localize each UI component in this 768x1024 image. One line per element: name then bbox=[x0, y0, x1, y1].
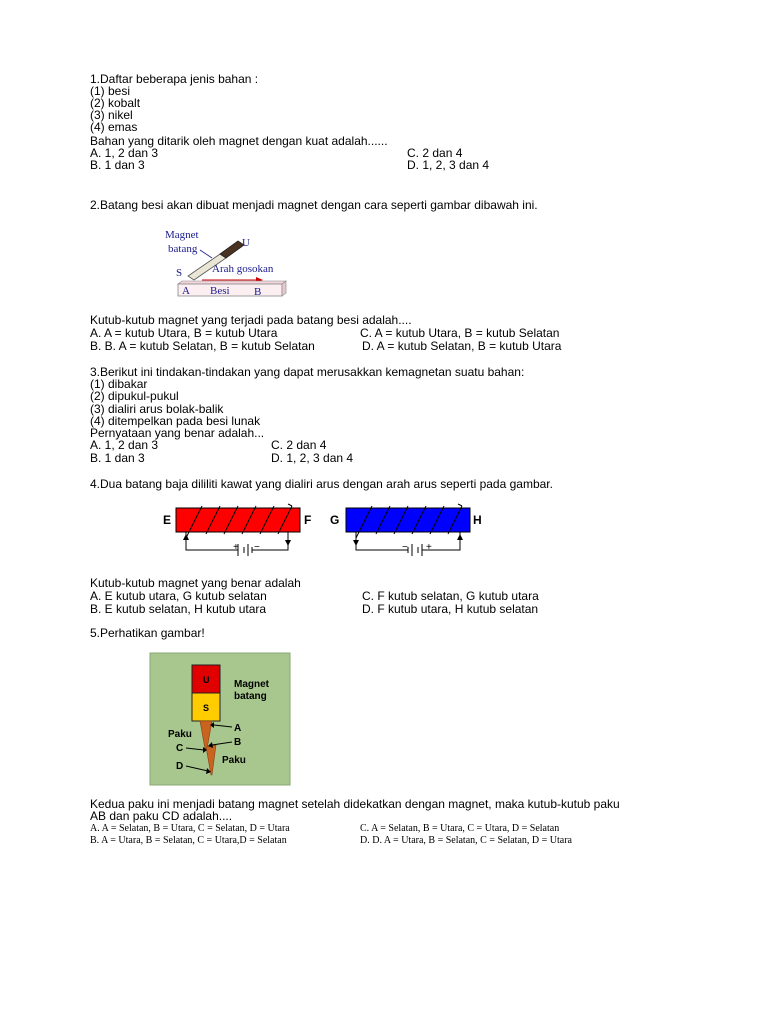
q2-label-line bbox=[200, 250, 212, 258]
q5-magnet-label-2: batang bbox=[234, 691, 267, 702]
q1-option-c: C. 2 dan 4 bbox=[407, 146, 463, 160]
q4-blue-circuit bbox=[356, 532, 460, 556]
q5-paku-bottom-label: Paku bbox=[222, 755, 246, 766]
q5-paku-top-label: Paku bbox=[168, 729, 192, 740]
q4-h-label: H bbox=[473, 513, 482, 527]
q2-a-label: A bbox=[182, 285, 190, 297]
q4-figure bbox=[160, 502, 490, 562]
q4-option-a: A. E kutub utara, G kutub selatan bbox=[90, 589, 267, 603]
q2-s-label: S bbox=[176, 267, 183, 279]
q3-question: Pernyataan yang benar adalah... bbox=[90, 426, 265, 440]
q5-u-label: U bbox=[203, 675, 210, 685]
q4-question: Kutub-kutub magnet yang benar adalah bbox=[90, 576, 301, 590]
q1-item-4: (4) emas bbox=[90, 120, 138, 134]
q3-item-1: (1) dibakar bbox=[90, 377, 148, 391]
q4-blue-plus: + bbox=[426, 542, 432, 553]
q3-option-c: C. 2 dan 4 bbox=[271, 438, 327, 452]
q4-red-plus: + bbox=[233, 542, 239, 553]
q2-iron-top bbox=[178, 281, 286, 284]
q2-besi-label: Besi bbox=[210, 285, 230, 297]
q5-c-label: C bbox=[176, 743, 184, 754]
q5-option-b: B. A = Utara, B = Selatan, C = Utara,D = Selatan bbox=[90, 835, 287, 846]
q2-magnet-label-2: batang bbox=[168, 243, 198, 255]
q3-option-b: B. 1 dan 3 bbox=[90, 451, 145, 465]
q3-option-a: A. 1, 2 dan 3 bbox=[90, 438, 159, 452]
q5-option-d: D. D. A = Utara, B = Selatan, C = Selatan, D = Utara bbox=[360, 835, 572, 846]
q3-item-3: (3) dialiri arus bolak-balik bbox=[90, 402, 224, 416]
q2-direction-label: Arah gosokan bbox=[212, 263, 274, 275]
q4-blue-minus: − bbox=[402, 542, 408, 553]
q4-blue-arrow-left bbox=[353, 540, 359, 546]
q4-blue-arrow-right bbox=[457, 534, 463, 540]
q3-option-d: D. 1, 2, 3 dan 4 bbox=[271, 451, 354, 465]
q1-question: Bahan yang ditarik oleh magnet dengan kuat adalah...... bbox=[90, 134, 388, 148]
q5-magnet-label-1: Magnet bbox=[234, 679, 269, 690]
q5-figure bbox=[150, 653, 290, 785]
q1-item-2: (2) kobalt bbox=[90, 96, 141, 110]
q5-stem: 5.Perhatikan gambar! bbox=[90, 626, 205, 640]
q1-stem: 1.Daftar beberapa jenis bahan : bbox=[90, 72, 259, 86]
q2-iron-side bbox=[282, 281, 286, 296]
q5-option-a: A. A = Selatan, B = Utara, C = Selatan, D = Utara bbox=[90, 823, 290, 834]
q2-iron-bar bbox=[178, 284, 282, 296]
q2-option-b: B. B. A = kutub Selatan, B = kutub Selatan bbox=[90, 339, 315, 353]
q3-stem: 3.Berikut ini tindakan-tindakan yang dapat merusakkan kemagnetan suatu bahan: bbox=[90, 365, 525, 379]
q2-figure bbox=[160, 226, 290, 298]
q4-option-b: B. E kutub selatan, H kutub utara bbox=[90, 602, 267, 616]
q1-item-1: (1) besi bbox=[90, 84, 131, 98]
q4-e-label: E bbox=[163, 513, 172, 527]
q1-item-3: (3) nikel bbox=[90, 108, 133, 122]
q5-b-label: B bbox=[234, 737, 242, 748]
q2-option-a: A. A = kutub Utara, B = kutub Utara bbox=[90, 326, 278, 340]
q4-option-d: D. F kutub utara, H kutub selatan bbox=[362, 602, 539, 616]
q5-option-c: C. A = Selatan, B = Utara, C = Utara, D = Selatan bbox=[360, 823, 560, 834]
q3-item-2: (2) dipukul-pukul bbox=[90, 389, 179, 403]
q2-u-label: U bbox=[242, 237, 250, 249]
q2-option-c: C. A = kutub Utara, B = kutub Selatan bbox=[360, 326, 560, 340]
q1-option-a: A. 1, 2 dan 3 bbox=[90, 146, 159, 160]
q4-f-label: F bbox=[304, 513, 312, 527]
q1-option-b: B. 1 dan 3 bbox=[90, 158, 145, 172]
q2-magnet-label-1: Magnet bbox=[165, 229, 199, 241]
q2-bar-magnet-dark bbox=[220, 241, 244, 258]
q2-option-d: D. A = kutub Selatan, B = kutub Utara bbox=[362, 339, 562, 353]
q1-option-d: D. 1, 2, 3 dan 4 bbox=[407, 158, 490, 172]
q5-d-label: D bbox=[176, 761, 184, 772]
q3-item-4: (4) ditempelkan pada besi lunak bbox=[90, 414, 261, 428]
q4-red-minus: − bbox=[254, 542, 260, 553]
q5-s-label: S bbox=[203, 703, 210, 713]
q2-stem: 2.Batang besi akan dibuat menjadi magnet dengan cara seperti gambar dibawah ini. bbox=[90, 198, 538, 212]
q2-question: Kutub-kutub magnet yang terjadi pada batang besi adalah.... bbox=[90, 313, 412, 327]
q4-option-c: C. F kutub selatan, G kutub utara bbox=[362, 589, 539, 603]
q4-g-label: G bbox=[330, 513, 340, 527]
q5-question-line-1: Kedua paku ini menjadi batang magnet setelah didekatkan dengan magnet, maka kutub-kutub paku bbox=[90, 797, 620, 811]
q5-question-line-2: AB dan paku CD adalah.... bbox=[90, 809, 233, 823]
q2-b-label: B bbox=[254, 286, 262, 298]
q5-a-label: A bbox=[234, 723, 242, 734]
q4-red-arrow-right bbox=[285, 540, 291, 546]
q4-stem: 4.Dua batang baja dililiti kawat yang dialiri arus dengan arah arus seperti pada gambar. bbox=[90, 477, 553, 491]
